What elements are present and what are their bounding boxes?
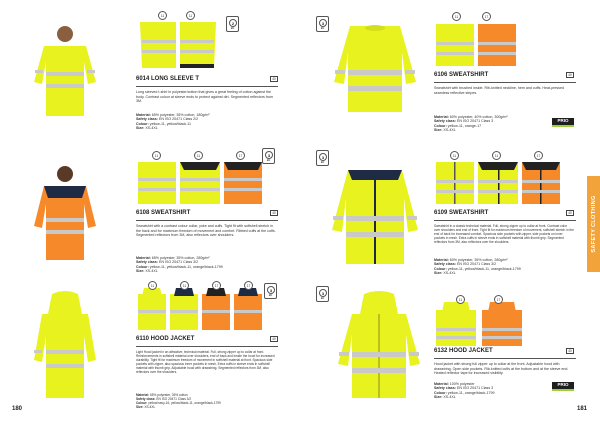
- wash-icon: 40: [566, 210, 574, 216]
- colour-chip[interactable]: 11: [456, 295, 465, 304]
- product-photo-6014: [136, 18, 220, 70]
- product-photo-6108: [136, 158, 266, 206]
- colour-chip[interactable]: 17: [494, 295, 503, 304]
- product-photo-6110: [136, 288, 266, 332]
- product-main-photo-6109: [330, 166, 420, 266]
- wash-icon: 40: [270, 76, 278, 82]
- colour-chip[interactable]: 11: [450, 151, 459, 160]
- wash-icon: 40: [270, 210, 278, 216]
- prio-logo-icon: PRIO: [552, 118, 574, 127]
- product-specs: Material: 100% polyester Safety class: EN ISO 20471 Class 3 Colour: yellow-11, orange/black-1799 Size: XS-4XL: [434, 382, 495, 400]
- colour-chip[interactable]: 17: [482, 12, 491, 21]
- certification-badge-icon: 3 EN: [316, 286, 329, 302]
- product-photo-6106: [434, 20, 518, 68]
- product-description: Sweatshirt with brushed inside. Rib-knitted neckline, hem and cuffs. Heat-pressed seamless reflective stripes.: [434, 86, 564, 95]
- divider: [434, 358, 576, 359]
- colour-chip[interactable]: 17: [534, 151, 543, 160]
- left-page-number: 180: [12, 406, 23, 412]
- product-main-photo-6132: [336, 290, 422, 400]
- product-specs: Material: 65% polyester, 35% cotton, 280g/m² Safety class: EN ISO 20471 Class 3/2 Colour: yellow-11, yellow/black-11, orange/black-1799 Size: XS-4XL: [136, 256, 223, 274]
- product-title: 6108 SWEATSHIRT: [136, 210, 191, 216]
- colour-chip[interactable]: 11: [186, 11, 195, 20]
- product-description: Hood jacket with strong full zipper up to collar at the front. Adjustable hood with drawstring. Open side pockets. Rib-knitted cuffs at the bottom and at the sleeve end. Heated reflector tape for increased visibility.: [434, 362, 569, 375]
- product-description: Light Hood jacket in an attractive, technical material. Full, strong zipper up to collar at front. Reinforcements in softshell material over shoulders, end of back and inside the hood for increased durability. Tight fit for maximum freedom of movement in softshell material at front. Spacious side pockets with zipper, also spacious inner pockets in mesh. Extra cuffs in sleeve ends in softshell material with thumb grip. Adjustable hood with drawstring. Segmented reflectors from 3M, also reflectors over the shoulders.: [136, 350, 275, 374]
- colour-chip[interactable]: 11: [152, 151, 161, 160]
- certification-badge-icon: 3 EN: [262, 148, 275, 164]
- divider: [434, 82, 576, 83]
- product-photo-6132: [434, 302, 526, 348]
- product-specs: Material: 60% polyester, 35% cotton, 280g/m² Safety class: EN ISO 20471 Class 3/2 Colour: yellow-11, yellow/black-11, orange/black-1799 Size: XS-4XL: [434, 258, 521, 276]
- model-photo-6108: [30, 162, 100, 262]
- certification-badge-icon: 3 EN: [316, 150, 329, 166]
- wash-icon: 40: [566, 348, 574, 354]
- product-title: 6109 SWEATSHIRT: [434, 210, 489, 216]
- certification-badge-icon: 2 EN: [226, 16, 239, 32]
- product-description: Long sleeved t-shirt in polyester/cotton that gives a great feeling of cotton against the body. Contrast colour at sleeve ends to protect against dirt. Segmented reflectors from 3M.: [136, 90, 273, 103]
- product-specs: Material: 60% polyester, 40% cotton, 300g/m² Safety class: EN ISO 20471 Class 3 Colour: yellow-11, orange-17 Size: XS-4XL: [434, 115, 508, 133]
- model-photo-6014: [30, 22, 100, 118]
- model-photo-6110: [30, 290, 100, 400]
- product-title: 6014 LONG SLEEVE T: [136, 76, 200, 82]
- colour-chip[interactable]: 17: [212, 281, 221, 290]
- colour-chip[interactable]: 17: [236, 151, 245, 160]
- divider: [434, 220, 576, 221]
- product-title: 6106 SWEATSHIRT: [434, 72, 489, 78]
- certification-badge-icon: 3 EN: [264, 283, 277, 299]
- product-main-photo-6106: [332, 22, 418, 114]
- colour-chip[interactable]: 11: [194, 151, 203, 160]
- right-page-number: 181: [577, 406, 588, 412]
- divider: [136, 346, 278, 347]
- divider: [136, 220, 278, 221]
- prio-logo-icon: PRIO: [552, 382, 574, 391]
- colour-chip[interactable]: 11: [180, 281, 189, 290]
- product-title: 6132 HOOD JACKET: [434, 348, 493, 354]
- wash-icon: 40: [566, 72, 574, 78]
- colour-chip[interactable]: 11: [158, 11, 167, 20]
- product-description: Sweatshirt with a contrast colour collar, yoke and cuffs. Tight fit with softshell stretch in the back and for maximum freedom of movement and comfort. Ribbed cuffs at the cuffs. Segmented reflectors from 3M, also reflectors over shoulders.: [136, 224, 276, 237]
- section-tab-label: SAFETY CLOTHING: [590, 195, 597, 253]
- section-tab[interactable]: [587, 176, 600, 272]
- product-title: 6110 HOOD JACKET: [136, 336, 195, 342]
- product-photo-6109: [434, 158, 564, 206]
- colour-chip[interactable]: 11: [452, 12, 461, 21]
- certification-badge-icon: 3 EN: [316, 16, 329, 32]
- product-specs: Material: 65% polyester, 35% cotton Safety class: EN ISO 20471 Class 3/2 Colour: yellow/navy-16, yellow/black-11, orange/black-1799 Size: XS-4XL: [136, 393, 221, 409]
- product-specs: Material: 65% polyester, 35% cotton, 180g/m² Safety class: EN ISO 20471 Class 2/2 Colour: yellow-11, yellow/black-11 Size: XS-4XL: [136, 113, 210, 131]
- product-description: Sweatshirt in a classic technical material. Full, strong zipper up to collar at front. Contrast color over shoulders and end of front. Tight fit for maximum freedom of movement, softshell stretch in the end of back for increased comfort. Spacious side pockets with zipper, side pockets on inner pockets in mesh. Extra cuffs in sleeve ends in softshell material with thumb grip. Segmented reflectors from 3M, also reflectors over the shoulders.: [434, 224, 574, 244]
- colour-chip[interactable]: 17: [244, 281, 253, 290]
- divider: [136, 86, 278, 87]
- colour-chip[interactable]: 11: [148, 281, 157, 290]
- wash-icon: 40: [270, 336, 278, 342]
- colour-chip[interactable]: 11: [492, 151, 501, 160]
